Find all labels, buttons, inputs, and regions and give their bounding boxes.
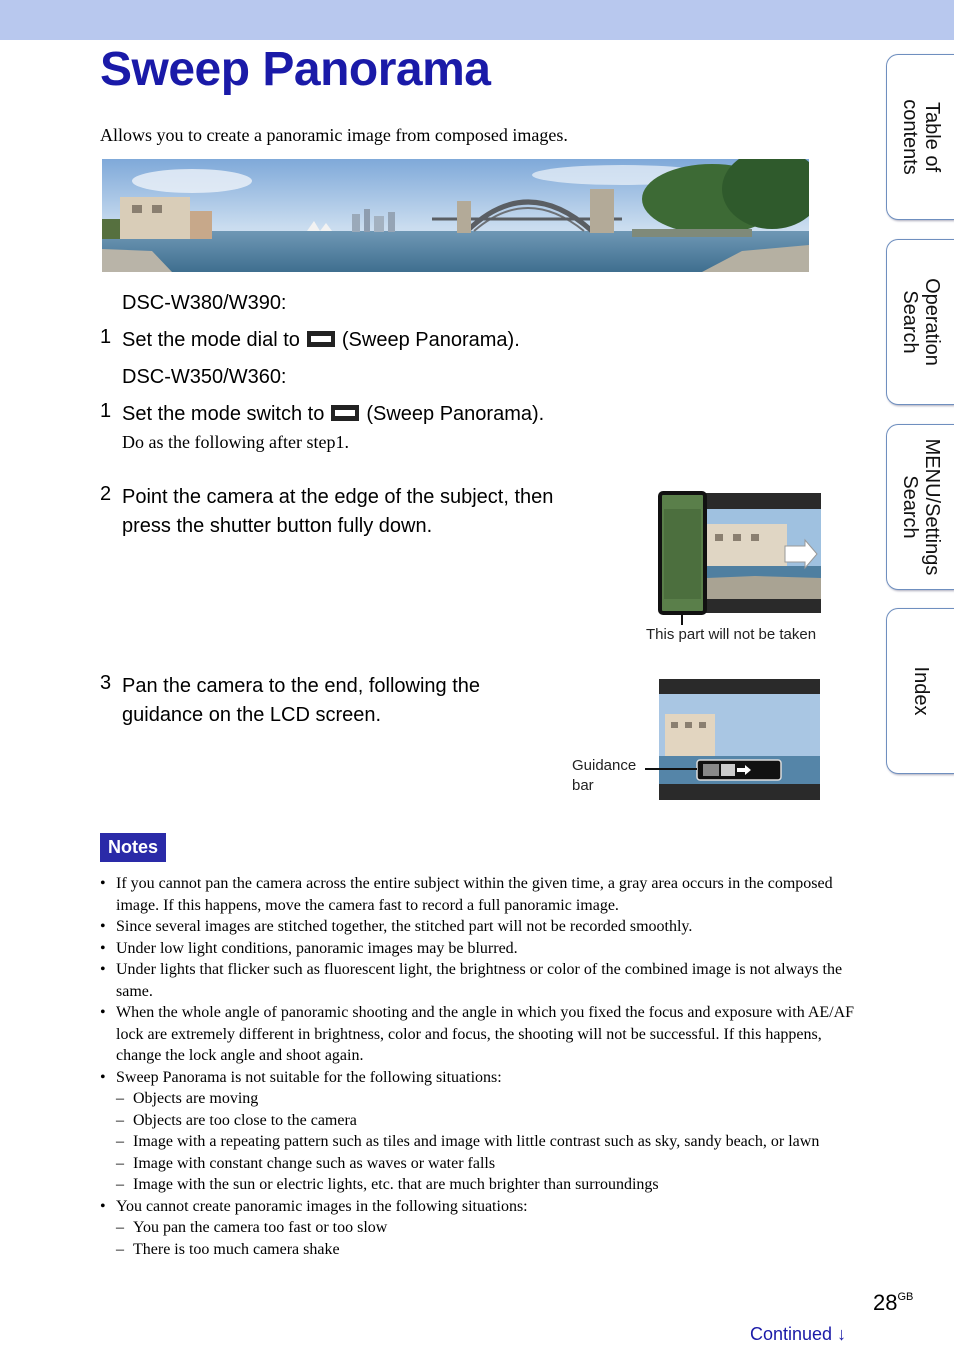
step-text: Set the mode dial to (122, 329, 300, 351)
step-number: 1 (100, 326, 112, 348)
note-item: • You cannot create panoramic images in the following situations: (100, 1196, 860, 1218)
note-item: • When the whole angle of panoramic shooting and the angle in which you fixed the focus and exposure with AE/AF lock are extremely different in brightness, color and focus, the shooting will not be successful. If this happens, change the lock angle and shoot again. (100, 1002, 860, 1067)
top-banner (0, 0, 954, 40)
tab-label: Operation Search (898, 278, 943, 366)
note-subitem: – Image with a repeating pattern such as tiles and image with little contrast such as sky, sandy beach, or lawn (100, 1131, 860, 1153)
note-subitem: – Image with the sun or electric lights, etc. that are much brighter than surroundings (100, 1174, 860, 1196)
page-number-suffix: GB (897, 1290, 914, 1303)
note-subitem: – Objects are moving (100, 1088, 860, 1110)
page-title: Sweep Panorama (100, 43, 491, 96)
step-text-suffix: (Sweep Panorama). (341, 329, 520, 351)
tab-menu-settings-search[interactable] (886, 424, 954, 590)
notes-list (100, 873, 860, 1260)
step-text-suffix: (Sweep Panorama). (366, 403, 545, 425)
step-number: 2 (100, 483, 112, 505)
lcd-start-illustration (655, 488, 825, 628)
tab-table-of-contents[interactable] (886, 54, 954, 220)
intro-text: Allows you to create a panoramic image from composed images. (100, 125, 568, 145)
note-subitem: – Image with constant change such as waves or water falls (100, 1153, 860, 1175)
step-2-line-1: Point the camera at the edge of the subject, then (122, 486, 554, 508)
panorama-photo (102, 159, 809, 272)
guidance-bar-caption-2: bar (572, 777, 594, 794)
tab-label: MENU/Settings Search (898, 438, 943, 576)
tab-index[interactable] (886, 608, 954, 774)
page-number-value: 28 (873, 1290, 898, 1315)
note-item: • Under low light conditions, panoramic images may be blurred. (100, 938, 860, 960)
note-item: • Under lights that flicker such as fluorescent light, the brightness or color of the combined image is not always the same. (100, 959, 860, 1002)
continued-link[interactable] (750, 1324, 846, 1345)
step-3-line-2: guidance on the LCD screen. (122, 704, 382, 726)
arrow-down-icon: ↓ (837, 1324, 847, 1344)
step-text: Set the mode switch to (122, 403, 325, 425)
step-3-line-1: Pan the camera to the end, following the (122, 675, 481, 697)
tab-label: Index (909, 666, 932, 716)
note-subitem: – There is too much camera shake (100, 1239, 860, 1261)
note-item: • Since several images are stitched together, the stitched part will not be recorded smoothly. (100, 916, 860, 938)
continued-label: Continued (750, 1324, 833, 1344)
tab-label: Table of contents (898, 99, 943, 175)
step-3 (100, 672, 560, 732)
guidance-bar-caption-1: Guidance (572, 757, 637, 774)
notes-label: Notes (100, 833, 166, 862)
step-2 (100, 483, 620, 543)
step-1-mode-dial (100, 326, 700, 356)
step-number: 1 (100, 400, 112, 422)
model-label-w380: DSC-W380/W390: (122, 292, 287, 314)
subnote-text: Do as the following after step1. (122, 432, 349, 452)
step-2-line-2: press the shutter button fully down. (122, 515, 433, 537)
sweep-panorama-icon (306, 329, 336, 349)
sweep-panorama-icon (330, 403, 360, 423)
page-number (873, 1290, 913, 1316)
model-label-w350: DSC-W350/W360: (122, 366, 287, 388)
note-subitem: – Objects are too close to the camera (100, 1110, 860, 1132)
tab-operation-search[interactable] (886, 239, 954, 405)
lcd-guidance-illustration (645, 676, 825, 802)
note-item: • If you cannot pan the camera across the entire subject within the given time, a gray area occurs in the composed image. If this happens, move the camera fast to record a full panoramic image. (100, 873, 860, 916)
step-1-mode-switch (100, 400, 700, 430)
note-subitem: – You pan the camera too fast or too slow (100, 1217, 860, 1239)
step-number: 3 (100, 672, 112, 694)
note-item: • Sweep Panorama is not suitable for the following situations: (100, 1067, 860, 1089)
not-taken-caption: This part will not be taken (646, 626, 817, 643)
